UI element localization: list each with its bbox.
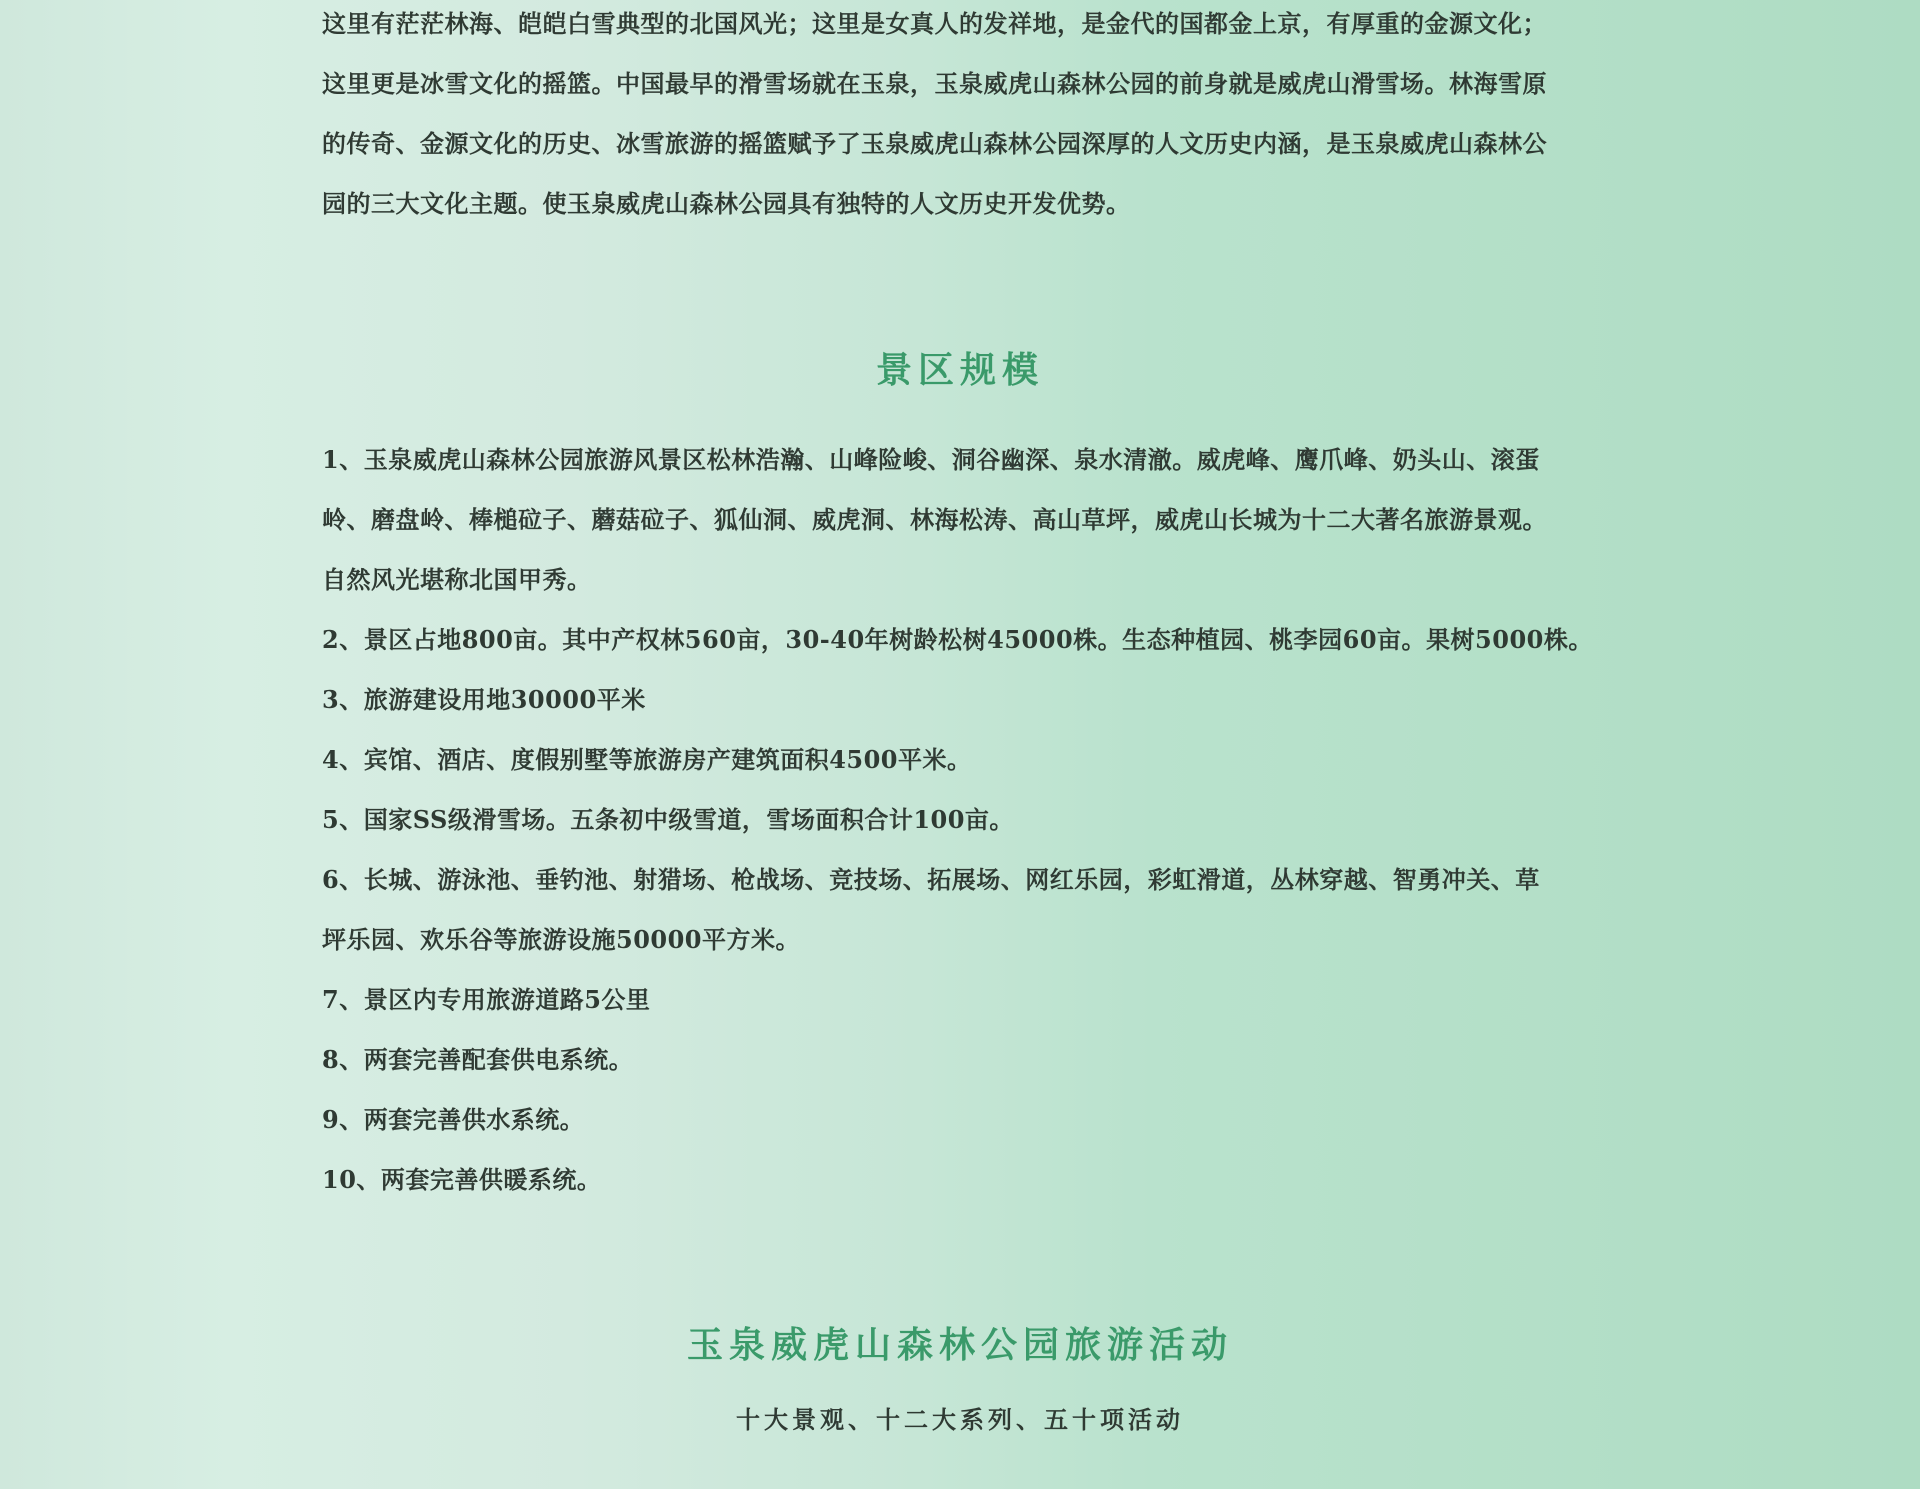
intro-line: 这里有茫茫林海、皑皑白雪典型的北国风光；这里是女真人的发祥地，是金代的国都金上京，有厚重的金源文化；: [322, 9, 1547, 38]
scale-line: 7、景区内专用旅游道路5公里: [322, 985, 651, 1014]
intro-line: 园的三大文化主题。使玉泉威虎山森林公园具有独特的人文历史开发优势。: [322, 189, 1131, 218]
intro-line: 这里更是冰雪文化的摇篮。中国最早的滑雪场就在玉泉，玉泉威虎山森林公园的前身就是威虎山滑雪场。林海雪原: [322, 69, 1547, 98]
scale-list: [322, 430, 1612, 1210]
scale-line: 2、景区占地800亩。其中产权林560亩，30-40年树龄松树45000株。生态种植园、桃李园60亩。果树5000株。: [322, 625, 1593, 654]
scale-line: 坪乐园、欢乐谷等旅游设施50000平方米。: [322, 925, 800, 954]
scale-line: 5、国家SS级滑雪场。五条初中级雪道，雪场面积合计100亩。: [322, 805, 1014, 834]
scale-line: 9、两套完善供水系统。: [322, 1105, 585, 1134]
scale-line: 6、长城、游泳池、垂钓池、射猎场、枪战场、竞技场、拓展场、网红乐园，彩虹滑道，丛林穿越、智勇冲关、草: [322, 865, 1540, 894]
scale-section-title: 景区规模: [875, 349, 1044, 391]
scale-line: 3、旅游建设用地30000平米: [322, 685, 646, 714]
intro-paragraph: [322, 0, 1602, 234]
activities-section-title: 玉泉威虎山森林公园旅游活动: [686, 1324, 1233, 1366]
activities-subtitle: 十大景观、十二大系列、五十项活动: [736, 1405, 1184, 1434]
scale-line: 8、两套完善配套供电系统。: [322, 1045, 634, 1074]
intro-line: 的传奇、金源文化的历史、冰雪旅游的摇篮赋予了玉泉威虎山森林公园深厚的人文历史内涵，是玉泉威虎山森林公: [322, 129, 1547, 158]
scale-line: 10、两套完善供暖系统。: [322, 1165, 602, 1194]
scale-line: 4、宾馆、酒店、度假别墅等旅游房产建筑面积4500平米。: [322, 745, 972, 774]
scale-line: 1、玉泉威虎山森林公园旅游风景区松林浩瀚、山峰险峻、洞谷幽深、泉水清澈。威虎峰、鹰爪峰、奶头山、滚蛋: [322, 445, 1540, 474]
scale-line: 自然风光堪称北国甲秀。: [322, 565, 592, 594]
scale-line: 岭、磨盘岭、棒槌砬子、蘑菇砬子、狐仙洞、威虎洞、林海松涛、高山草坪，威虎山长城为十二大著名旅游景观。: [322, 505, 1547, 534]
